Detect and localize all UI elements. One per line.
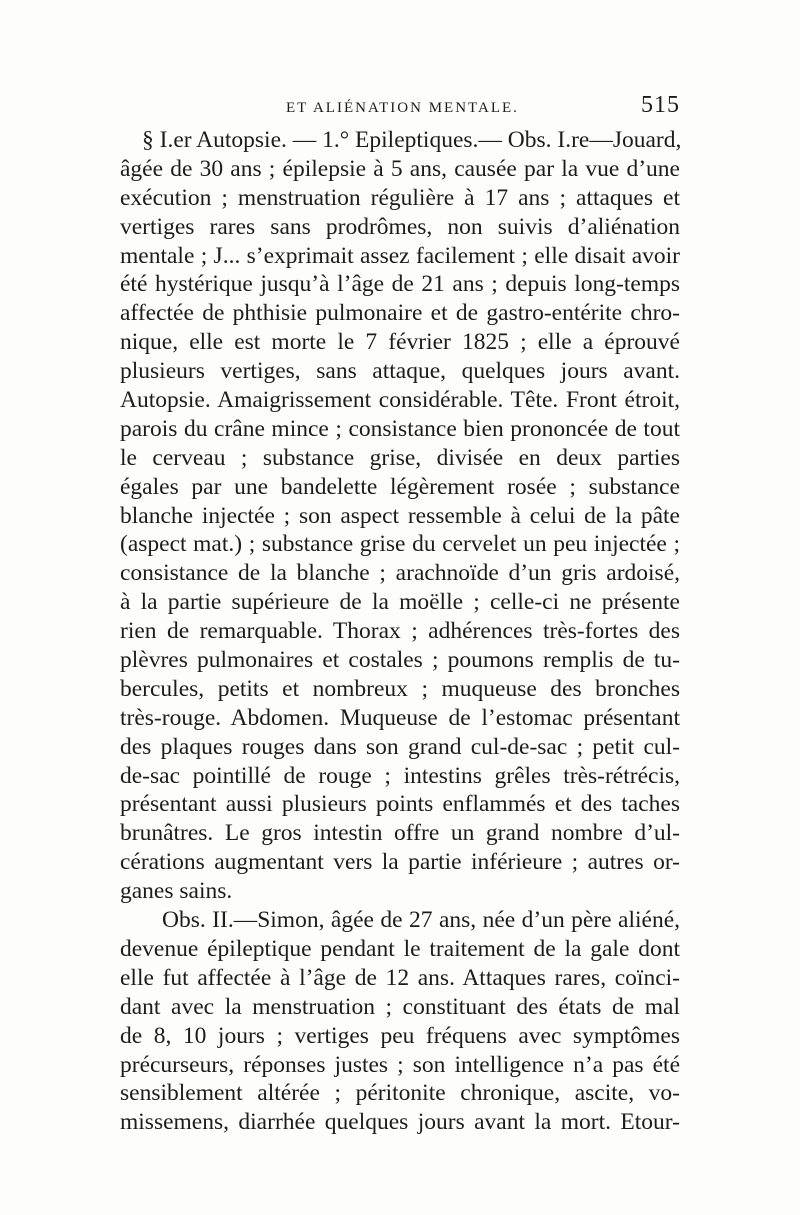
text-line: précurseurs, réponses justes ; son intelligence n’a pas été	[120, 1051, 680, 1078]
text-line: vertiges rares sans prodrômes, non suivis d’aliénation	[120, 213, 680, 240]
text-line: ganes sains.	[120, 878, 233, 905]
text-line: été hystérique jusqu’à l’âge de 21 ans ; depuis long-temps	[120, 271, 680, 298]
text-line: brunâtres. Le gros intestin offre un grand nombre d’ul-	[120, 820, 680, 847]
text-line: plèvres pulmonaires et costales ; poumons remplis de tu-	[120, 647, 680, 674]
running-title: ET ALIÉNATION MENTALE.	[286, 100, 519, 116]
text-line: nique, elle est morte le 7 février 1825 ; elle a éprouvé	[120, 329, 680, 356]
text-line: Autopsie. Amaigrissement considérable. Tête. Front étroit,	[120, 387, 680, 414]
text-line: devenue épileptique pendant le traitement de la gale dont	[120, 935, 680, 962]
text-line: présentant aussi plusieurs points enflammés et des taches	[120, 791, 680, 818]
text-line: § I.er Autopsie. — 1.° Epileptiques.— Obs. I.re—Jouard,	[142, 127, 682, 153]
text-line: exécution ; menstruation régulière à 17 ans ; attaques et	[120, 184, 680, 211]
text-line: elle fut affectée à l’âge de 12 ans. Attaques rares, coïnci-	[120, 964, 680, 991]
text-line: mentale ; J... s’exprimait assez facilement ; elle disait avoir	[120, 242, 680, 269]
page-number: 515	[641, 92, 680, 118]
text-line: de 8, 10 jours ; vertiges peu fréquens avec symptômes	[120, 1022, 680, 1049]
body-text	[120, 126, 680, 1137]
text-line: Obs. II.—Simon, âgée de 27 ans, née d’un père aliéné,	[162, 907, 680, 934]
text-line: de-sac pointillé de rouge ; intestins grêles très-rétrécis,	[120, 762, 680, 789]
text-line: cérations augmentant vers la partie inférieure ; autres or-	[120, 849, 680, 876]
text-line: sensiblement altérée ; péritonite chronique, ascite, vo-	[120, 1080, 680, 1107]
text-line: des plaques rouges dans son grand cul-de-sac ; petit cul-	[120, 733, 680, 760]
text-line: à la partie supérieure de la moëlle ; celle-ci ne présente	[120, 589, 680, 616]
text-line: parois du crâne mince ; consistance bien prononcée de tout	[120, 415, 680, 442]
text-line: le cerveau ; substance grise, divisée en deux parties	[120, 444, 680, 471]
text-line: très-rouge. Abdomen. Muqueuse de l’estomac présentant	[120, 704, 680, 731]
text-line: missemens, diarrhée quelques jours avant la mort. Etour-	[120, 1109, 680, 1136]
text-line: consistance de la blanche ; arachnoïde d’un gris ardoisé,	[120, 560, 680, 587]
text-line: plusieurs vertiges, sans attaque, quelques jours avant.	[120, 358, 680, 385]
text-line: dant avec la menstruation ; constituant des états de mal	[120, 993, 680, 1020]
text-line: âgée de 30 ans ; épilepsie à 5 ans, causée par la vue d’une	[120, 155, 680, 182]
text-line: rien de remarquable. Thorax ; adhérences très-fortes des	[120, 618, 680, 645]
page-header	[120, 92, 680, 122]
text-line: égales par une bandelette légèrement rosée ; substance	[120, 473, 680, 500]
text-line: bercules, petits et nombreux ; muqueuse des bronches	[120, 675, 680, 702]
text-line: (aspect mat.) ; substance grise du cervelet un peu injectée ;	[120, 531, 680, 558]
text-line: blanche injectée ; son aspect ressemble à celui de la pâte	[120, 502, 680, 529]
text-line: affectée de phthisie pulmonaire et de gastro-entérite chro-	[120, 300, 680, 327]
